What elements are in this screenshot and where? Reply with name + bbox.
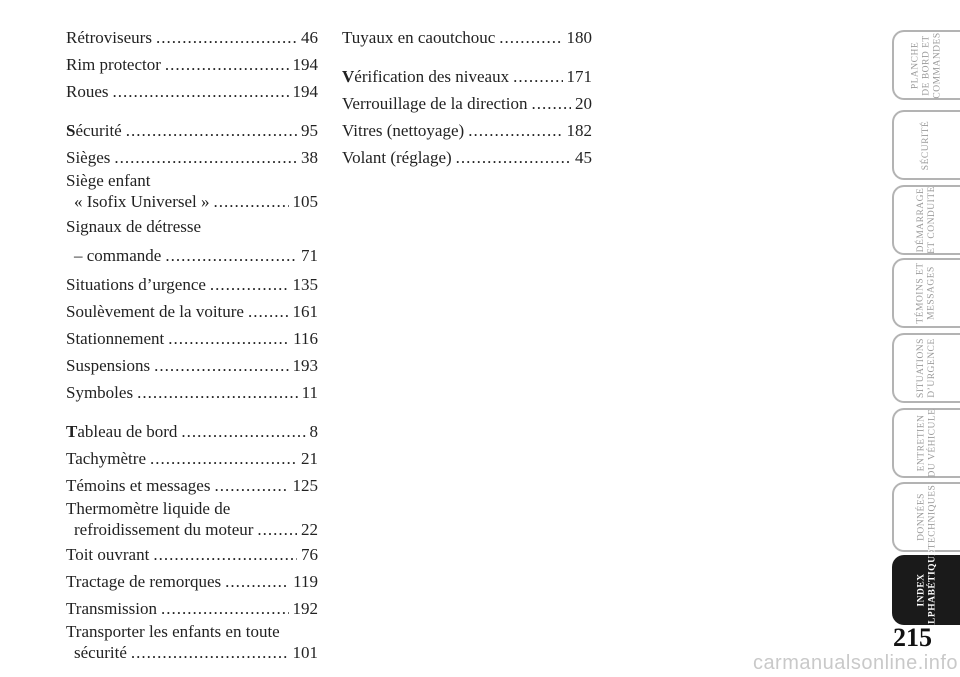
index-entry: Tuyaux en caoutchouc ..... 180 [342,24,592,51]
tab-temoins[interactable]: TÉMOINS ET MESSAGES [892,258,960,328]
index-entry-heading: Signaux de détresse [66,217,202,236]
watermark: carmanualsonline.info [752,652,958,674]
index-entry: refroidissement du moteur ..... 22 [66,519,318,541]
index-entry: Sécurité ..... 95 [66,117,318,144]
index-entry-first-line: Thermomètre liquide de [66,499,231,518]
index-entry: Rim protector ..... 194 [66,51,318,78]
index-entry-first-line: Transporter les enfants en toute [66,622,280,641]
index-entry: sécurité ..... 101 [66,642,318,664]
index-entry: Rétroviseurs ..... 46 [66,24,318,51]
index-entry: Symboles ..... 11 [66,379,318,406]
index-entry: Situations d’urgence ..... 135 [66,271,318,298]
tab-planche-de-bord[interactable]: PLANCHE DE BORD ET COMMANDES [892,30,960,100]
page-number: 215 [893,623,932,652]
index-column-2 [342,24,592,171]
index-entry: Vérification des niveaux ..... 171 [342,63,592,90]
tab-entretien[interactable]: ENTRETIEN DU VÉHICULE [892,408,960,478]
tab-securite[interactable]: SÉCURITÉ [892,110,960,180]
index-entry: Verrouillage de la direction ..... 20 [342,90,592,117]
index-entry: Stationnement ..... 116 [66,325,318,352]
index-entry: Transmission ..... 192 [66,595,318,622]
index-entry: Soulèvement de la voiture ..... 161 [66,298,318,325]
tab-donnees[interactable]: DONNÉES TECHNIQUES [892,482,960,552]
tab-index[interactable]: INDEX ALPHABÉTIQUE [892,555,960,625]
index-column-1 [66,24,318,664]
index-entry: Toit ouvrant ..... 76 [66,541,318,568]
index-entry: Volant (réglage) ..... 45 [342,144,592,171]
index-entry: Témoins et messages ..... 125 [66,472,318,499]
index-entry: – commande ..... 71 [66,241,318,271]
index-entry: « Isofix Universel » ..... 105 [66,191,318,213]
tab-situations[interactable]: SITUATIONS D’URGENCE [892,333,960,403]
tab-demarrage[interactable]: DÉMARRAGE ET CONDUITE [892,185,960,255]
index-entry: Tachymètre ..... 21 [66,445,318,472]
index-entry: Tractage de remorques ..... 119 [66,568,318,595]
index-entry: Vitres (nettoyage) ..... 182 [342,117,592,144]
index-entry: Sièges ..... 38 [66,144,318,171]
index-entry: Suspensions ..... 193 [66,352,318,379]
index-entry: Roues ..... 194 [66,78,318,105]
index-entry: Tableau de bord ..... 8 [66,418,318,445]
index-entry-first-line: Siège enfant [66,171,151,190]
